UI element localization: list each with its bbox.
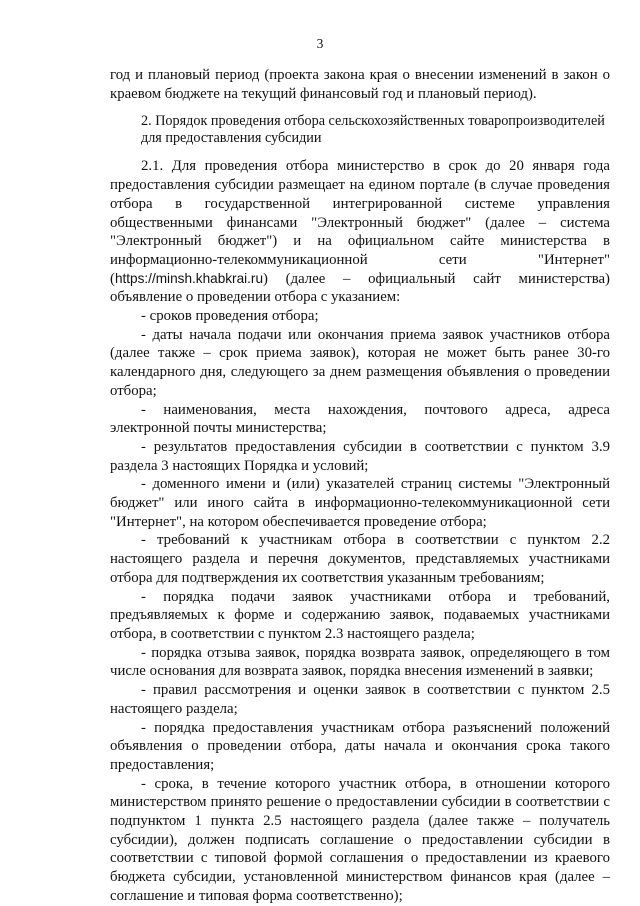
clause-2-1-paragraph: [110, 157, 610, 307]
list-item: - порядка предоставления участникам отбора разъяснений положений объявления о проведении отбора, даты начала и окончания срока такого предоставления;: [110, 719, 610, 773]
clause-text-after-url: ) (далее – официальный сайт министерства) объявление о проведении отбора с указанием:: [110, 270, 610, 306]
section-heading: 2. Порядок проведения отбора сельскохозяйственных товаропроизводителей для предоставления субсидии: [141, 113, 605, 147]
list-item: - даты начала подачи или окончания приема заявок участников отбора (далее также – срок приема заявок), которая не может быть ранее 30-го календарного дня, следующего за днем размещения объявления о проведении отбора;: [110, 326, 610, 399]
website-url: https://minsh.khabkrai.ru: [114, 270, 264, 286]
page-number: 3: [316, 36, 324, 51]
list-item: - доменного имени и (или) указателей страниц системы "Электронный бюджет" или иного сайта в информационно-телекоммуникационной сети "Интернет", на котором обеспечивается проведение отбора;: [110, 476, 610, 530]
list-item: - срока, в течение которого участник отбора, в отношении которого министерством принято решение о предоставлении субсидии в соответствии с подпунктом 1 пункта 2.5 настоящего раздела (далее также – получатель субсидии), должен подписать соглашение о предоставлении субсидии в соответствии с типовой формой соглашения о предоставлении из краевого бюджета субсидии, установленной министерством финансов края (далее – соглашение и типовая форма соответственно);: [110, 775, 610, 904]
list-item: - результатов предоставления субсидии в соответствии с пунктом 3.9 раздела 3 настоящих Порядка и условий;: [110, 438, 610, 474]
list-item: - правил рассмотрения и оценки заявок в соответствии с пунктом 2.5 настоящего раздела;: [110, 682, 610, 717]
list-item: - порядка отзыва заявок, порядка возврата заявок, определяющего в том числе основания для возврата заявок, порядка внесения изменений в заявки;: [110, 644, 610, 680]
continuation-paragraph: год и плановый период (проекта закона края о внесении изменений в закон о краевом бюджете на текущий финансовый год и плановый период).: [110, 67, 610, 102]
document-body: [110, 66, 610, 906]
list-item: - сроков проведения отбора;: [141, 308, 319, 325]
clause-text-before-url: Для проведения отбора министерство в срок до 20 января года предоставления субсидии размещает на едином портале (в случае проведения отбора в государственной интегрированной системе управления общественными финансами "Электронный бюджет" (далее – система "Электронный бюджет") и на официальном сайте министерства в информационно-телекоммуникационной сети "Интернет" (: [110, 158, 610, 287]
clause-number: 2.1.: [141, 158, 164, 175]
list-item: - требований к участникам отбора в соответствии с пунктом 2.2 настоящего раздела и перечня документов, представляемых участниками отбора для подтверждения их соответствия указанным требованиям;: [110, 532, 610, 586]
list-item: - наименования, места нахождения, почтового адреса, адреса электронной почты министерства;: [110, 401, 610, 437]
list-item: - порядка подачи заявок участниками отбора и требований, предъявляемых к форме и содержанию заявок, подаваемых участниками отбора, в соответствии с пунктом 2.3 настоящего раздела;: [110, 588, 610, 642]
